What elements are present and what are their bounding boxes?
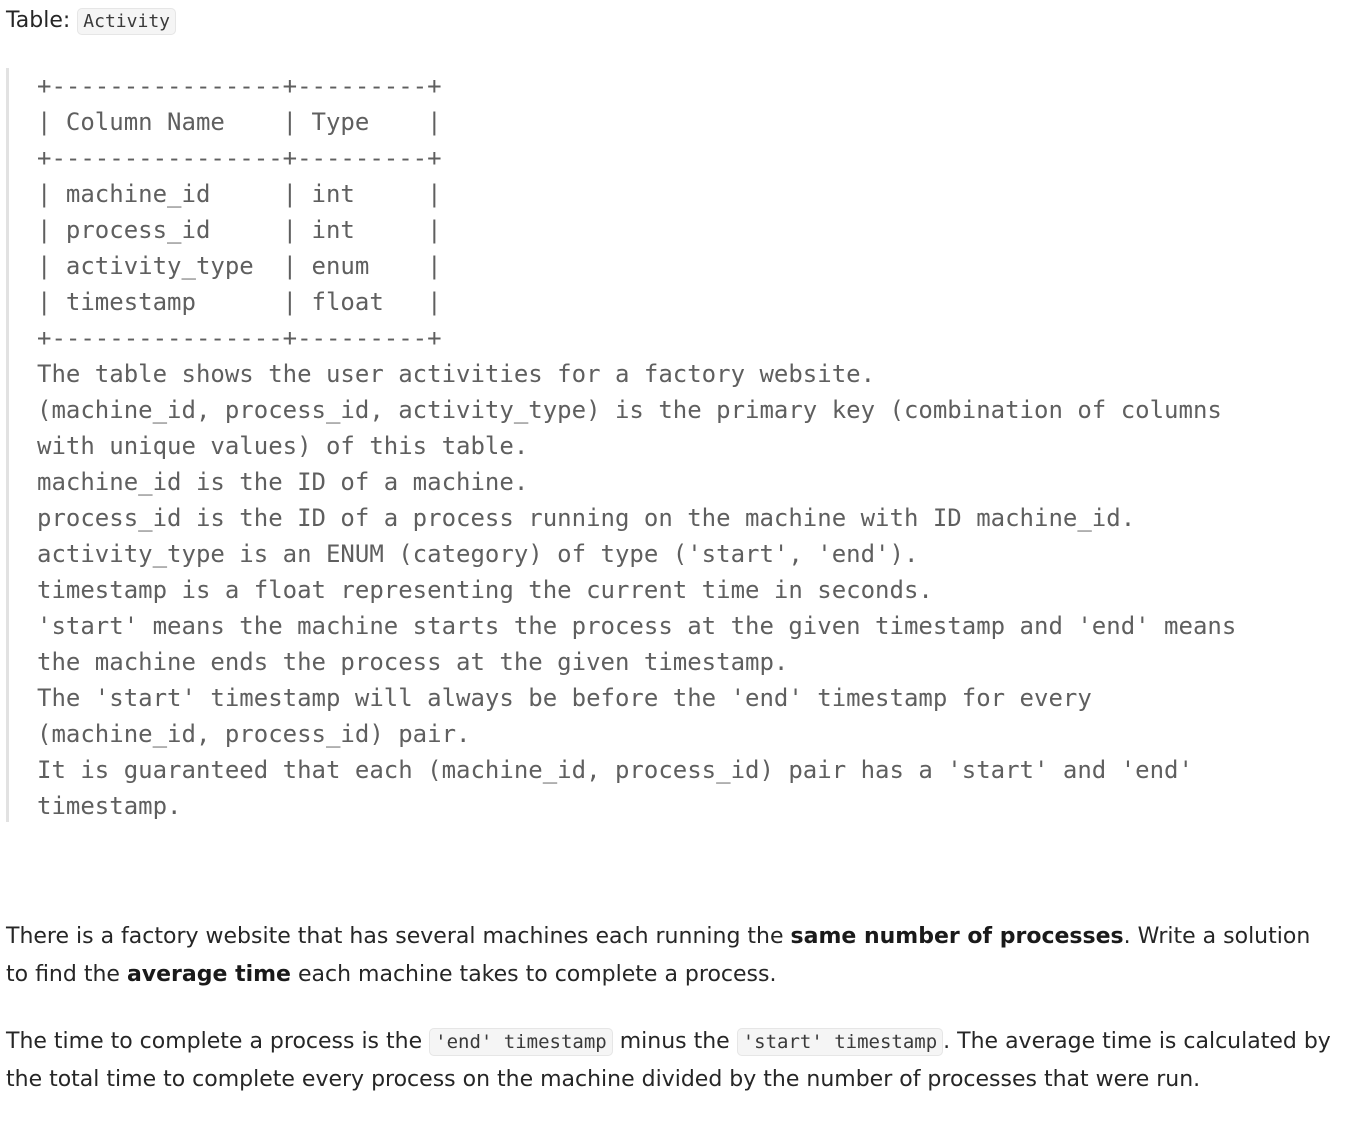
time-definition-paragraph xyxy=(6,1023,1336,1099)
bold-same-number-of-processes: same number of processes xyxy=(790,924,1124,949)
schema-line: | process_id | int | xyxy=(37,216,442,244)
schema-code-block xyxy=(37,68,1236,824)
paragraph-text: There is a factory website that has several machines each running the xyxy=(6,924,791,949)
schema-line: The table shows the user activities for a factory website. xyxy=(37,360,876,388)
schema-line: timestamp. xyxy=(37,792,182,820)
schema-line: It is guaranteed that each (machine_id, process_id) pair has a 'start' and 'end' xyxy=(37,756,1193,784)
schema-line: | machine_id | int | xyxy=(37,180,442,208)
schema-line: process_id is the ID of a process running on the machine with ID machine_id. xyxy=(37,504,1136,532)
schema-line: timestamp is a float representing the current time in seconds. xyxy=(37,576,933,604)
schema-line: | activity_type | enum | xyxy=(37,252,442,280)
schema-line: activity_type is an ENUM (category) of type ('start', 'end'). xyxy=(37,540,919,568)
paragraph-text: . Write a solution to find the xyxy=(6,924,1311,987)
schema-line: machine_id is the ID of a machine. xyxy=(37,468,529,496)
end-timestamp-code: 'end' timestamp xyxy=(429,1028,613,1056)
schema-line: +----------------+---------+ xyxy=(37,72,442,100)
table-label xyxy=(6,6,176,37)
schema-line: | Column Name | Type | xyxy=(37,108,442,136)
schema-line: +----------------+---------+ xyxy=(37,324,442,352)
schema-blockquote xyxy=(6,68,1336,822)
problem-description-paragraph xyxy=(6,918,1336,994)
schema-line: (machine_id, process_id) pair. xyxy=(37,720,471,748)
schema-line: | timestamp | float | xyxy=(37,288,442,316)
paragraph-text: The time to complete a process is the xyxy=(6,1029,430,1054)
bold-average-time: average time xyxy=(126,962,291,987)
schema-line: 'start' means the machine starts the process at the given timestamp and 'end' means xyxy=(37,612,1237,640)
schema-line: (machine_id, process_id, activity_type) is the primary key (combination of columns xyxy=(37,396,1222,424)
schema-line: with unique values) of this table. xyxy=(37,432,529,460)
table-name-code: Activity xyxy=(77,8,176,35)
schema-line: +----------------+---------+ xyxy=(37,144,442,172)
start-timestamp-code: 'start' timestamp xyxy=(737,1028,943,1056)
paragraph-text: minus the xyxy=(612,1029,737,1054)
paragraph-text: . The average time is calculated by the total time to complete every process on the machine divided by the number of processes that were run. xyxy=(6,1029,1331,1092)
schema-line: The 'start' timestamp will always be before the 'end' timestamp for every xyxy=(37,684,1092,712)
table-label-prefix: Table: xyxy=(6,8,78,33)
schema-line: the machine ends the process at the given timestamp. xyxy=(37,648,789,676)
paragraph-text: each machine takes to complete a process. xyxy=(290,962,777,987)
